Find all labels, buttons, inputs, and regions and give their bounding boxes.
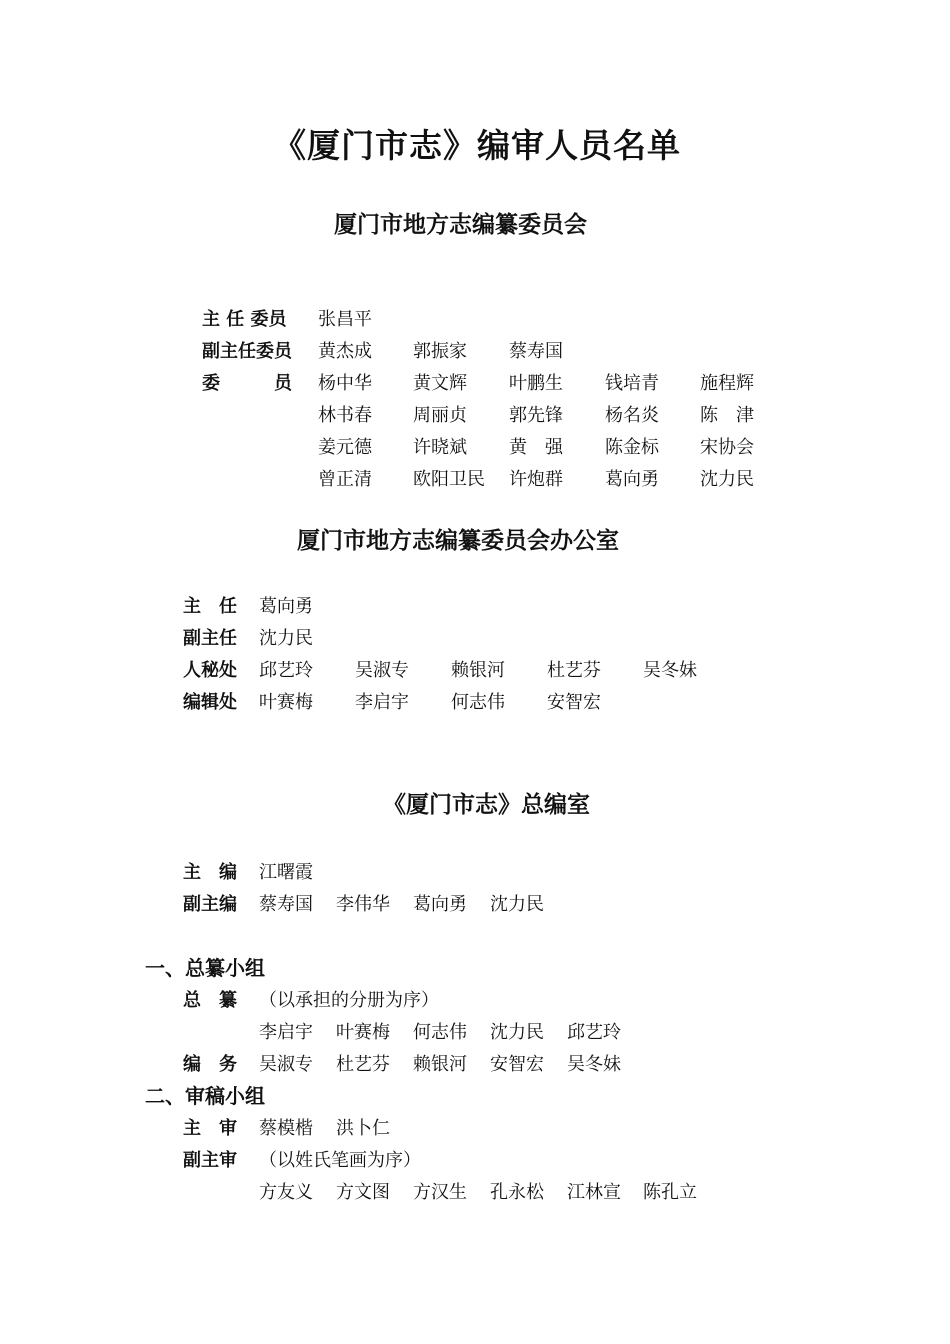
office-row-label: 副主任 <box>183 628 237 649</box>
committee-member-name: 黄文辉 <box>413 373 467 394</box>
office-name: 邱艺玲 <box>259 660 313 681</box>
committee-member-name: 葛向勇 <box>605 469 659 490</box>
fuzhushen-name: 孔永松 <box>490 1182 544 1203</box>
group1-title: 一、总纂小组 <box>145 956 265 980</box>
office-name: 何志伟 <box>451 692 505 713</box>
committee-member-name: 陈金标 <box>605 437 659 458</box>
fuzhushen-name: 方友义 <box>259 1182 313 1203</box>
zongzuan-name: 何志伟 <box>413 1022 467 1043</box>
deputy-editor-name: 葛向勇 <box>413 894 467 915</box>
deputy-editor-label: 副主编 <box>183 894 237 915</box>
office-heading: 厦门市地方志编纂委员会办公室 <box>297 528 619 554</box>
committee-director-label: 主 任 委员 <box>202 309 287 330</box>
office-name: 安智宏 <box>547 692 601 713</box>
committee-member-name: 叶鹏生 <box>509 373 563 394</box>
committee-member-name: 施程辉 <box>700 373 754 394</box>
committee-member-name: 周丽贞 <box>413 405 467 426</box>
zongzuan-name: 沈力民 <box>490 1022 544 1043</box>
bianwu-name: 吴淑专 <box>259 1054 313 1075</box>
committee-member-name: 欧阳卫民 <box>413 469 485 490</box>
fuzhushen-name: 方文图 <box>336 1182 390 1203</box>
committee-member-name: 陈 津 <box>700 405 754 426</box>
committee-deputy-name: 蔡寿国 <box>509 341 563 362</box>
fuzhushen-name: 陈孔立 <box>643 1182 697 1203</box>
committee-member-name: 郭先锋 <box>509 405 563 426</box>
committee-member-name: 林书春 <box>318 405 372 426</box>
zongzuan-name: 李启宇 <box>259 1022 313 1043</box>
committee-member-name: 许晓斌 <box>413 437 467 458</box>
office-name: 葛向勇 <box>259 596 313 617</box>
bianwu-name: 安智宏 <box>490 1054 544 1075</box>
zhushen-label: 主 审 <box>183 1118 237 1139</box>
committee-members-label: 委 员 <box>202 373 292 394</box>
bianwu-name: 吴冬妹 <box>567 1054 621 1075</box>
deputy-editor-name: 沈力民 <box>490 894 544 915</box>
office-row-label: 编辑处 <box>183 692 237 713</box>
zhushen-name: 蔡模楷 <box>259 1118 313 1139</box>
office-name: 李启宇 <box>355 692 409 713</box>
office-name: 叶赛梅 <box>259 692 313 713</box>
committee-member-name: 杨名炎 <box>605 405 659 426</box>
fuzhushen-name: 江林宣 <box>567 1182 621 1203</box>
committee-member-name: 沈力民 <box>700 469 754 490</box>
fuzhushen-name: 方汉生 <box>413 1182 467 1203</box>
committee-member-name: 姜元德 <box>318 437 372 458</box>
bianwu-name: 杜艺芬 <box>336 1054 390 1075</box>
committee-member-name: 宋协会 <box>700 437 754 458</box>
bianwu-label: 编 务 <box>183 1054 237 1075</box>
committee-member-name: 钱培青 <box>605 373 659 394</box>
page-title: 《厦门市志》编审人员名单 <box>273 126 681 165</box>
office-name: 吴淑专 <box>355 660 409 681</box>
zongzuan-name: 叶赛梅 <box>336 1022 390 1043</box>
committee-member-name: 曾正清 <box>318 469 372 490</box>
group2-title: 二、审稿小组 <box>145 1084 265 1108</box>
fuzhushen-note: （以姓氏笔画为序） <box>259 1150 421 1171</box>
committee-director-name: 张昌平 <box>318 309 372 330</box>
fuzhushen-label: 副主审 <box>183 1150 237 1171</box>
zongzuan-label: 总 纂 <box>183 990 237 1011</box>
committee-member-name: 黄 强 <box>509 437 563 458</box>
editorial-heading: 《厦门市志》总编室 <box>383 792 590 818</box>
committee-deputy-label: 副主任委员 <box>202 341 292 362</box>
chief-editor-name: 江曙霞 <box>259 862 313 883</box>
zhushen-name: 洪卜仁 <box>336 1118 390 1139</box>
chief-editor-label: 主 编 <box>183 862 237 883</box>
deputy-editor-name: 蔡寿国 <box>259 894 313 915</box>
committee-deputy-name: 黄杰成 <box>318 341 372 362</box>
office-name: 赖银河 <box>451 660 505 681</box>
deputy-editor-name: 李伟华 <box>336 894 390 915</box>
office-name: 吴冬妹 <box>643 660 697 681</box>
committee-member-name: 许炮群 <box>509 469 563 490</box>
bianwu-name: 赖银河 <box>413 1054 467 1075</box>
zongzuan-note: （以承担的分册为序） <box>259 990 439 1011</box>
zongzuan-name: 邱艺玲 <box>567 1022 621 1043</box>
committee-deputy-name: 郭振家 <box>413 341 467 362</box>
committee-heading: 厦门市地方志编纂委员会 <box>334 212 587 238</box>
committee-member-name: 杨中华 <box>318 373 372 394</box>
office-name: 沈力民 <box>259 628 313 649</box>
office-row-label: 人秘处 <box>183 660 237 681</box>
office-row-label: 主 任 <box>183 596 237 617</box>
office-name: 杜艺芬 <box>547 660 601 681</box>
